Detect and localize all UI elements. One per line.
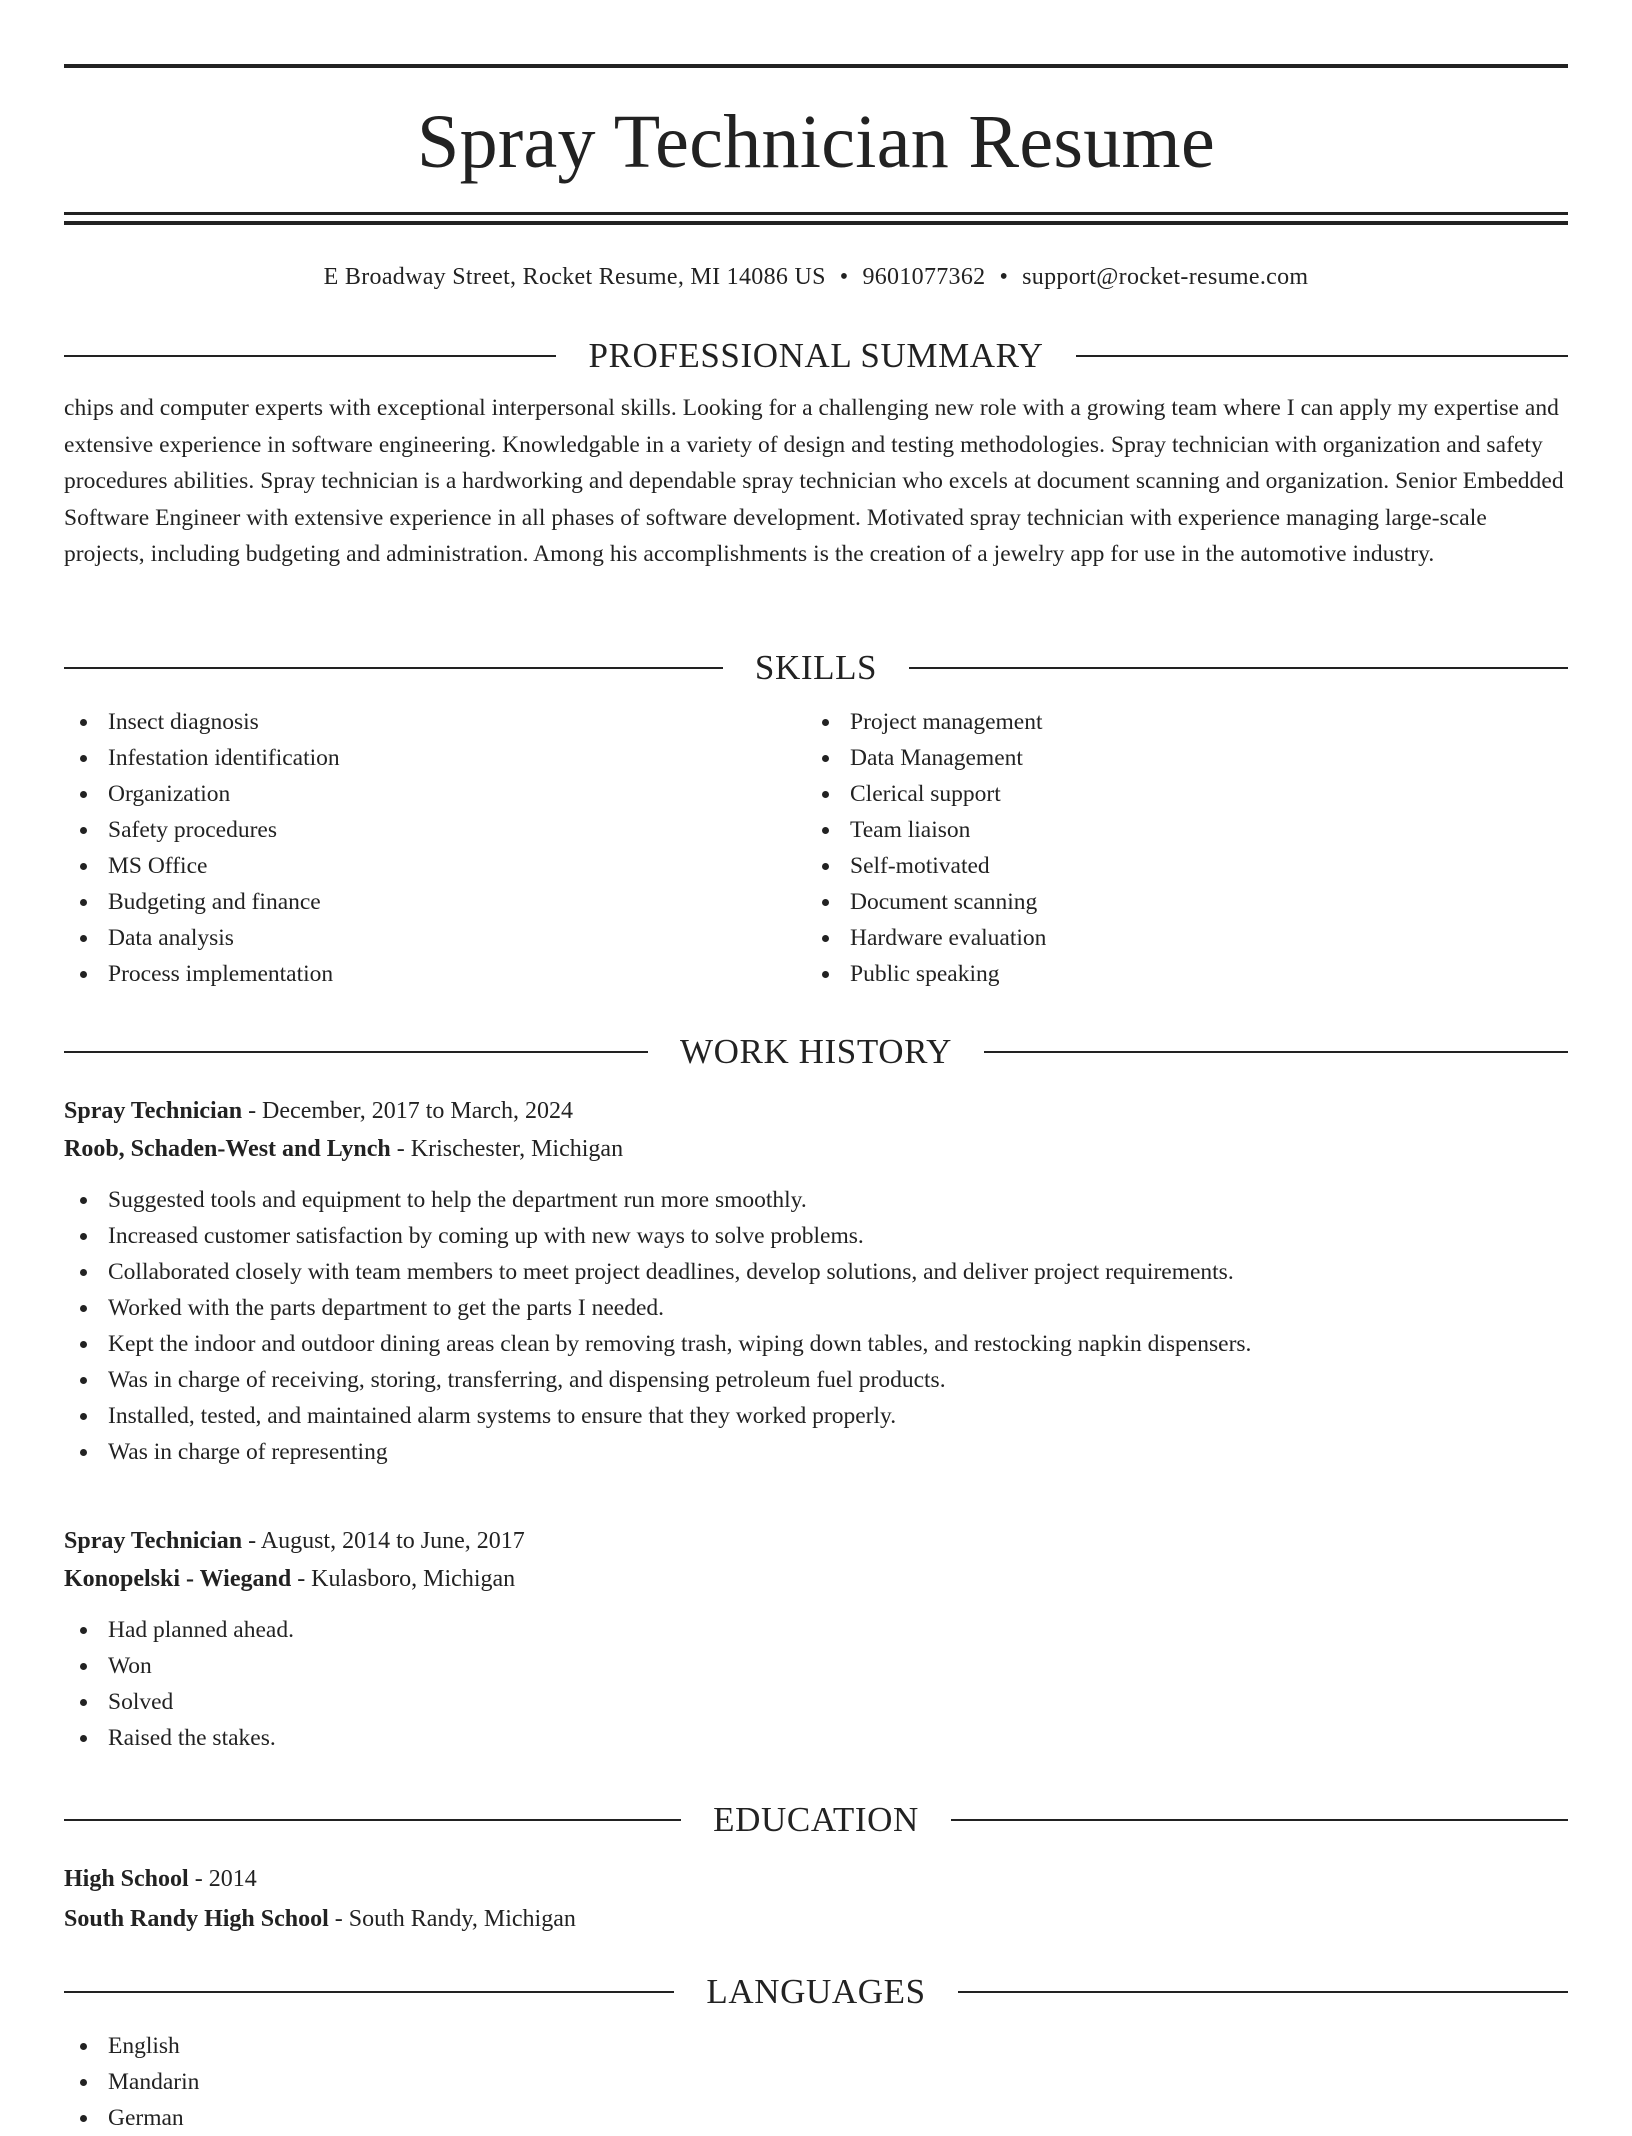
resume-page bbox=[64, 64, 1568, 2131]
heading-rule bbox=[1076, 355, 1568, 357]
job-title: Spray Technician bbox=[64, 1098, 243, 1124]
skill-item: Clerical support bbox=[806, 776, 1548, 812]
language-item: German bbox=[64, 2100, 1568, 2136]
job-bullet: Was in charge of receiving, storing, transferring, and dispensing petroleum fuel products. bbox=[64, 1362, 1568, 1398]
language-item: English bbox=[64, 2028, 1568, 2064]
job-company: Konopelski - Wiegand bbox=[64, 1566, 292, 1592]
job-entry bbox=[64, 1522, 1568, 1756]
language-item: Mandarin bbox=[64, 2064, 1568, 2100]
skill-item: Document scanning bbox=[806, 884, 1548, 920]
education-year: - 2014 bbox=[188, 1866, 257, 1892]
skills-list-left bbox=[64, 704, 806, 992]
heading-rule bbox=[984, 1051, 1568, 1053]
skill-item: Team liaison bbox=[806, 812, 1548, 848]
skill-item: Hardware evaluation bbox=[806, 920, 1548, 956]
skill-item: Self-motivated bbox=[806, 848, 1548, 884]
job-title-line bbox=[64, 1092, 1568, 1130]
skill-item: Budgeting and finance bbox=[64, 884, 806, 920]
job-bullet: Solved bbox=[64, 1684, 1568, 1720]
job-title: Spray Technician bbox=[64, 1528, 243, 1554]
heading-rule bbox=[64, 667, 723, 669]
education-school: South Randy High School bbox=[64, 1906, 329, 1932]
skill-item: Data Management bbox=[806, 740, 1548, 776]
heading-rule bbox=[958, 1991, 1568, 1993]
heading-rule bbox=[64, 1819, 681, 1821]
languages-section bbox=[64, 1970, 1568, 2136]
skills-section bbox=[64, 646, 1568, 992]
job-company-line bbox=[64, 1560, 1568, 1598]
job-bullet: Suggested tools and equipment to help the department run more smoothly. bbox=[64, 1182, 1568, 1218]
heading-rule bbox=[951, 1819, 1568, 1821]
job-bullets bbox=[64, 1182, 1568, 1470]
job-location: - Krischester, Michigan bbox=[390, 1136, 624, 1162]
contact-address: E Broadway Street, Rocket Resume, MI 14086 US bbox=[323, 264, 826, 290]
job-bullet: Had planned ahead. bbox=[64, 1612, 1568, 1648]
heading-rule bbox=[64, 355, 556, 357]
education-degree-line bbox=[64, 1860, 1568, 1898]
job-bullet: Was in charge of representing bbox=[64, 1434, 1568, 1470]
heading-rule bbox=[909, 667, 1568, 669]
job-bullets bbox=[64, 1612, 1568, 1756]
work-history-heading-label: WORK HISTORY bbox=[680, 1032, 952, 1071]
languages-heading-label: LANGUAGES bbox=[706, 1972, 926, 2011]
heading-rule bbox=[64, 1051, 648, 1053]
contact-separator: • bbox=[999, 264, 1009, 290]
resume-title: Spray Technician Resume bbox=[417, 100, 1215, 184]
skill-item: Safety procedures bbox=[64, 812, 806, 848]
work-history-section bbox=[64, 1030, 1568, 1756]
title-double-rule bbox=[64, 212, 1568, 225]
education-heading-label: EDUCATION bbox=[713, 1800, 919, 1839]
job-title-line bbox=[64, 1522, 1568, 1560]
summary-section bbox=[64, 334, 1568, 573]
skills-heading-label: SKILLS bbox=[754, 648, 878, 687]
heading-rule bbox=[64, 1991, 674, 1993]
languages-list bbox=[64, 2028, 1568, 2136]
education-entry bbox=[64, 1860, 1568, 1938]
skill-item: Public speaking bbox=[806, 956, 1548, 992]
job-bullet: Raised the stakes. bbox=[64, 1720, 1568, 1756]
job-bullet: Kept the indoor and outdoor dining areas clean by removing trash, wiping down tables, and restocking napkin dispensers. bbox=[64, 1326, 1568, 1362]
job-dates: - August, 2014 to June, 2017 bbox=[242, 1528, 525, 1554]
top-rule bbox=[64, 64, 1568, 68]
summary-heading bbox=[64, 334, 1568, 378]
education-degree: High School bbox=[64, 1866, 189, 1892]
contact-line bbox=[64, 261, 1568, 293]
skill-item: Project management bbox=[806, 704, 1548, 740]
languages-heading bbox=[64, 1970, 1568, 2014]
job-bullet: Installed, tested, and maintained alarm systems to ensure that they worked properly. bbox=[64, 1398, 1568, 1434]
skills-heading bbox=[64, 646, 1568, 690]
job-company-line bbox=[64, 1130, 1568, 1168]
summary-heading-label: PROFESSIONAL SUMMARY bbox=[588, 336, 1044, 375]
education-heading bbox=[64, 1798, 1568, 1842]
contact-phone: 9601077362 bbox=[862, 264, 986, 290]
job-bullet: Worked with the parts department to get the parts I needed. bbox=[64, 1290, 1568, 1326]
education-location: - South Randy, Michigan bbox=[328, 1906, 576, 1932]
job-dates: - December, 2017 to March, 2024 bbox=[242, 1098, 573, 1124]
skill-item: Insect diagnosis bbox=[64, 704, 806, 740]
contact-separator: • bbox=[839, 264, 849, 290]
skill-item: Data analysis bbox=[64, 920, 806, 956]
summary-text: chips and computer experts with exceptional interpersonal skills. Looking for a challenging new role with a growing team where I can apply my expertise and extensive experience in software engineering. Knowledgable in a variety of design and testing methodologies. Spray technician with organization and safety procedures abilities. Spray technician is a hardworking and dependable spray technician who excels at document scanning and organization. Senior Embedded Software Engineer with extensive experience in all phases of software development. Motivated spray technician with experience managing large-scale projects, including budgeting and administration. Among his accomplishments is the creation of a jewelry app for use in the automotive industry. bbox=[64, 395, 1564, 567]
job-location: - Kulasboro, Michigan bbox=[291, 1566, 516, 1592]
skills-grid bbox=[64, 704, 1568, 992]
skills-list-right bbox=[806, 704, 1548, 992]
job-entry bbox=[64, 1092, 1568, 1470]
job-company: Roob, Schaden-West and Lynch bbox=[64, 1136, 391, 1162]
job-bullet: Won bbox=[64, 1648, 1568, 1684]
education-school-line bbox=[64, 1900, 1568, 1938]
contact-email: support@rocket-resume.com bbox=[1022, 264, 1309, 290]
education-section bbox=[64, 1798, 1568, 1938]
job-bullet: Collaborated closely with team members to meet project deadlines, develop solutions, and deliver project requirements. bbox=[64, 1254, 1568, 1290]
job-bullet: Increased customer satisfaction by coming up with new ways to solve problems. bbox=[64, 1218, 1568, 1254]
skill-item: MS Office bbox=[64, 848, 806, 884]
skill-item: Organization bbox=[64, 776, 806, 812]
skill-item: Infestation identification bbox=[64, 740, 806, 776]
skill-item: Process implementation bbox=[64, 956, 806, 992]
work-history-heading bbox=[64, 1030, 1568, 1074]
